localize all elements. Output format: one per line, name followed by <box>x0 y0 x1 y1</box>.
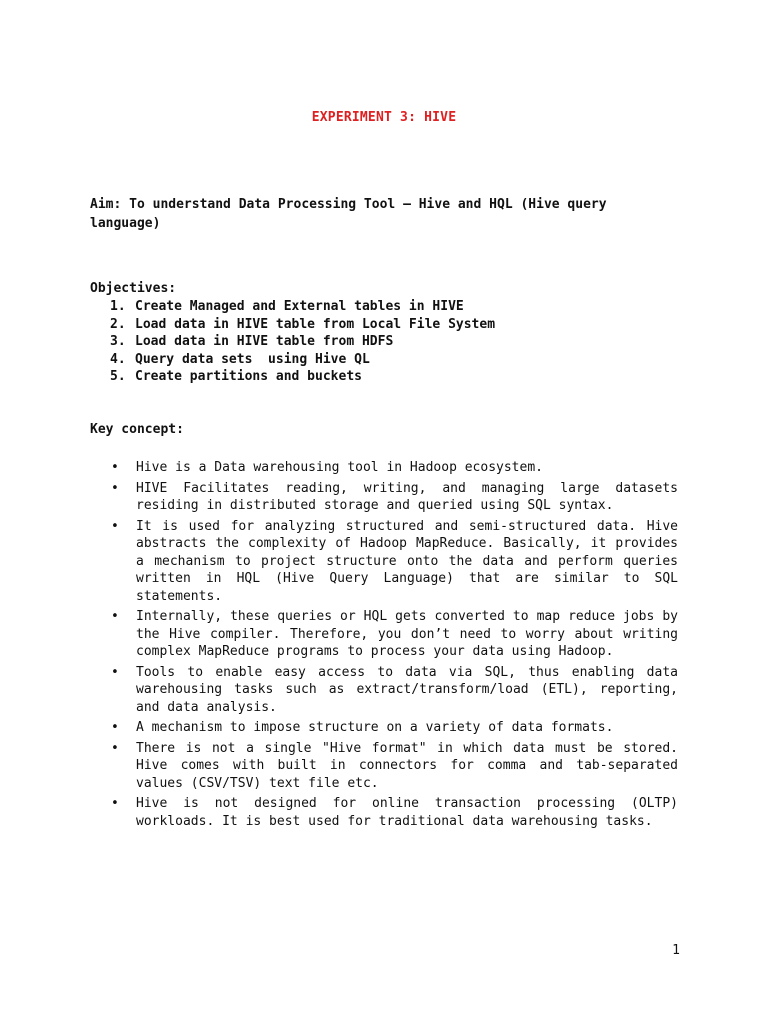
list-item <box>108 795 678 830</box>
list-item <box>108 518 678 606</box>
bullet-icon: • <box>111 664 119 680</box>
objective-number: 5. <box>110 369 126 385</box>
bullet-icon: • <box>111 609 119 624</box>
list-item <box>108 459 678 477</box>
bullet-icon: • <box>111 720 119 735</box>
list-item <box>108 740 678 793</box>
bullet-text: Internally, these queries or HQL gets converted to map reduce jobs by the Hive compiler. Therefore, you don’t need to worry about writing complex MapReduce programs to process your data using Hadoop. <box>136 609 678 659</box>
objective-item <box>110 351 495 369</box>
bullet-text: It is used for analyzing structured and semi-structured data. Hive abstracts the complexity of Hadoop MapReduce. Basically, it provides a mechanism to project structure onto the data and perform queries written in HQL (Hive Query Language) that are similar to SQL statements. <box>136 518 678 604</box>
list-item <box>108 719 678 737</box>
objective-item <box>110 298 495 316</box>
bullet-text: HIVE Facilitates reading, writing, and managing large datasets residing in distributed storage and queried using SQL syntax. <box>136 480 678 513</box>
objectives-list <box>110 298 495 386</box>
list-item <box>108 480 678 515</box>
document-title: EXPERIMENT 3: HIVE <box>311 110 457 125</box>
objective-item <box>110 316 495 334</box>
bullet-text: A mechanism to impose structure on a variety of data formats. <box>136 720 614 735</box>
aim-paragraph: Aim: To understand Data Processing Tool – Hive and HQL (Hive query language) <box>90 197 607 231</box>
bullet-text: Hive is not designed for online transaction processing (OLTP) workloads. It is best used for traditional data warehousing tasks. <box>136 796 678 829</box>
objective-number: 4. <box>110 351 126 367</box>
objective-item <box>110 368 495 386</box>
objective-text: Query data sets using Hive QL <box>135 351 370 367</box>
page-number: 1 <box>672 943 680 958</box>
bullet-icon: • <box>111 480 119 496</box>
objectives-heading: Objectives: <box>90 281 177 296</box>
objective-text: Create Managed and External tables in HIVE <box>135 299 464 314</box>
objective-item <box>110 333 495 351</box>
bullet-text: Tools to enable easy access to data via SQL, thus enabling data warehousing tasks such as extract/transform/load (ETL), reporting, and data analysis. <box>136 664 678 715</box>
bullet-text: Hive is a Data warehousing tool in Hadoop ecosystem. <box>136 460 543 475</box>
bullet-icon: • <box>111 460 119 475</box>
bullet-icon: • <box>111 518 119 534</box>
objective-text: Load data in HIVE table from HDFS <box>135 334 394 350</box>
objective-number: 3. <box>110 334 126 350</box>
bullet-text: There is not a single "Hive format" in which data must be stored. Hive comes with built in connectors for comma and tab-separated values (CSV/TSV) text file etc. <box>136 740 678 791</box>
list-item <box>108 608 678 661</box>
list-item <box>108 664 678 717</box>
bullet-icon: • <box>111 796 119 811</box>
key-concept-heading: Key concept: <box>90 422 184 437</box>
objective-text: Load data in HIVE table from Local File System <box>135 316 496 332</box>
key-concept-list <box>108 459 678 833</box>
bullet-icon: • <box>111 740 119 756</box>
objective-text: Create partitions and buckets <box>135 369 362 385</box>
objective-number: 1. <box>110 299 126 314</box>
objective-number: 2. <box>110 316 126 332</box>
